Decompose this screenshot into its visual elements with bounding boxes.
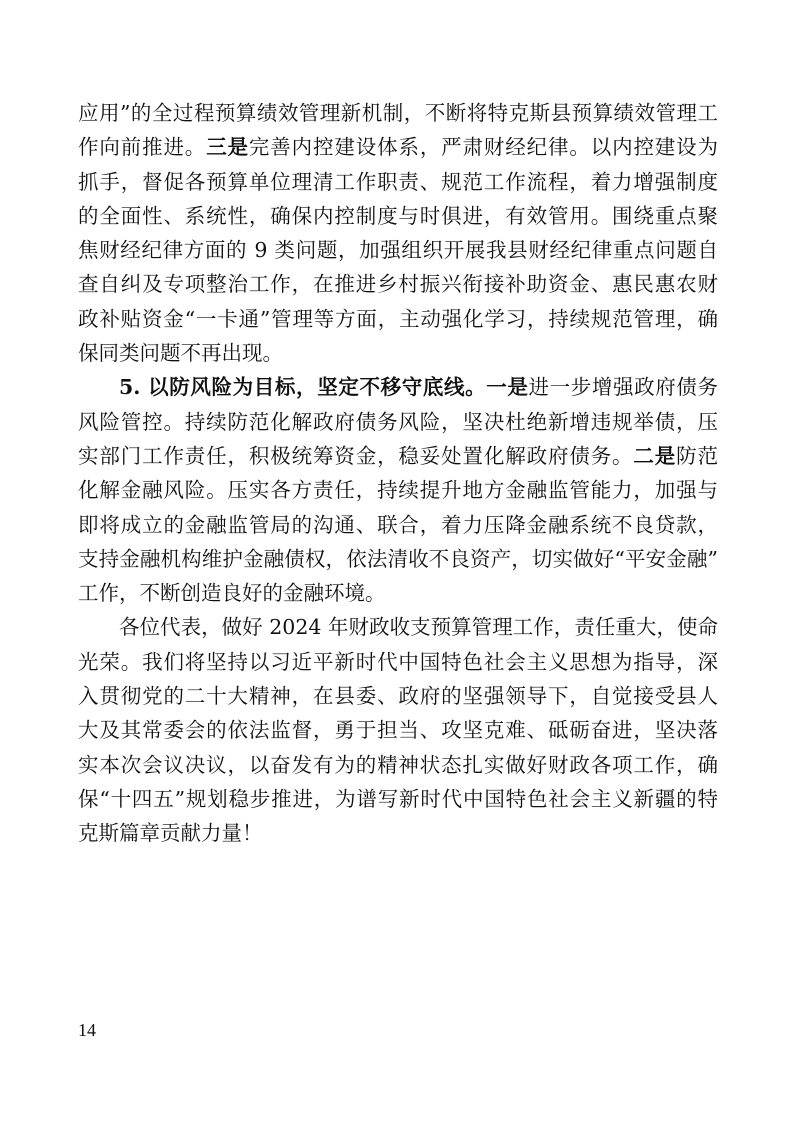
text: 即将成立的金融监管局的沟通、联合，着力压降金融系统不良贷款， <box>78 512 718 537</box>
text: 应用”的全过程预算绩效管理新机制，不断将特克斯县预算绩效管理工 <box>78 101 718 125</box>
text-line <box>78 782 718 816</box>
text-line <box>78 405 718 439</box>
text: 实本次会议决议，以奋发有为的精神状态扎实做好财政各项工作，确 <box>78 752 718 777</box>
bold-text: 一是 <box>486 375 529 400</box>
text: 工作，不断创造良好的金融环境。 <box>78 581 386 606</box>
text-line <box>78 233 718 267</box>
report-body-text <box>78 96 718 851</box>
text: 风险管控。持续防范化解政府债务风险，坚决杜绝新增违规举债，压 <box>78 409 718 434</box>
text: 实部门工作责任，积极统筹资金，稳妥处置化解政府债务。 <box>78 443 634 468</box>
text-line <box>78 473 718 507</box>
text-line <box>78 302 718 336</box>
text: 各位代表，做好 2024 年财政收支预算管理工作，责任重大，使命 <box>119 615 718 640</box>
paragraph <box>78 610 718 850</box>
text: 完善内控建设体系，严肃财经纪律。以内控建设为 <box>248 135 719 160</box>
bold-text: 三是 <box>206 135 249 160</box>
text-line <box>78 610 718 644</box>
text-line <box>78 370 718 404</box>
text: 进一步增强政府债务 <box>528 375 719 400</box>
text-line <box>78 542 718 576</box>
text-line <box>78 439 718 473</box>
text: 保“十四五”规划稳步推进，为谱写新时代中国特色社会主义新疆的特 <box>78 786 718 811</box>
text-line <box>78 96 718 130</box>
text: 克斯篇章贡献力量！ <box>78 821 263 846</box>
paragraph <box>78 370 718 610</box>
text-line <box>78 679 718 713</box>
text: 化解金融风险。压实各方责任，持续提升地方金融监管能力，加强与 <box>78 478 718 503</box>
text-line <box>78 267 718 301</box>
page-number: 14 <box>78 1020 96 1040</box>
text: 保同类问题不再出现。 <box>78 341 283 366</box>
text: 焦财经纪律方面的 9 类问题，加强组织开展我县财经纪律重点问题自 <box>78 238 718 263</box>
text: 抓手，督促各预算单位理清工作职责、规范工作流程，着力增强制度 <box>78 169 718 194</box>
text-line <box>78 199 718 233</box>
text: 查自纠及专项整治工作，在推进乡村振兴衔接补助资金、惠民惠农财 <box>78 272 718 297</box>
text: 支持金融机构维护金融债权，依法清收不良资产，切实做好“平安金融” <box>78 546 718 571</box>
text-line <box>78 576 718 610</box>
text-line <box>78 165 718 199</box>
bold-text: 5. 以防风险为目标，坚定不移守底线。 <box>119 375 487 400</box>
paragraph <box>78 96 718 370</box>
text: 大及其常委会的依法监督，勇于担当、攻坚克难、砥砺奋进，坚决落 <box>78 718 718 743</box>
bold-text: 二是 <box>633 443 677 468</box>
text-line <box>78 336 718 370</box>
text-line <box>78 130 718 164</box>
text: 入贯彻党的二十大精神，在县委、政府的坚强领导下，自觉接受县人 <box>78 684 718 709</box>
text-line <box>78 508 718 542</box>
text: 政补贴资金“一卡通”管理等方面，主动强化学习，持续规范管理，确 <box>78 306 718 331</box>
text: 防范 <box>676 443 719 468</box>
text-line <box>78 713 718 747</box>
text: 的全面性、系统性，确保内控制度与时俱进，有效管用。围绕重点聚 <box>78 203 718 228</box>
text: 光荣。我们将坚持以习近平新时代中国特色社会主义思想为指导，深 <box>78 649 718 674</box>
text: 作向前推进。 <box>78 135 207 160</box>
text-line <box>78 645 718 679</box>
text-line <box>78 748 718 782</box>
text-line <box>78 816 718 850</box>
